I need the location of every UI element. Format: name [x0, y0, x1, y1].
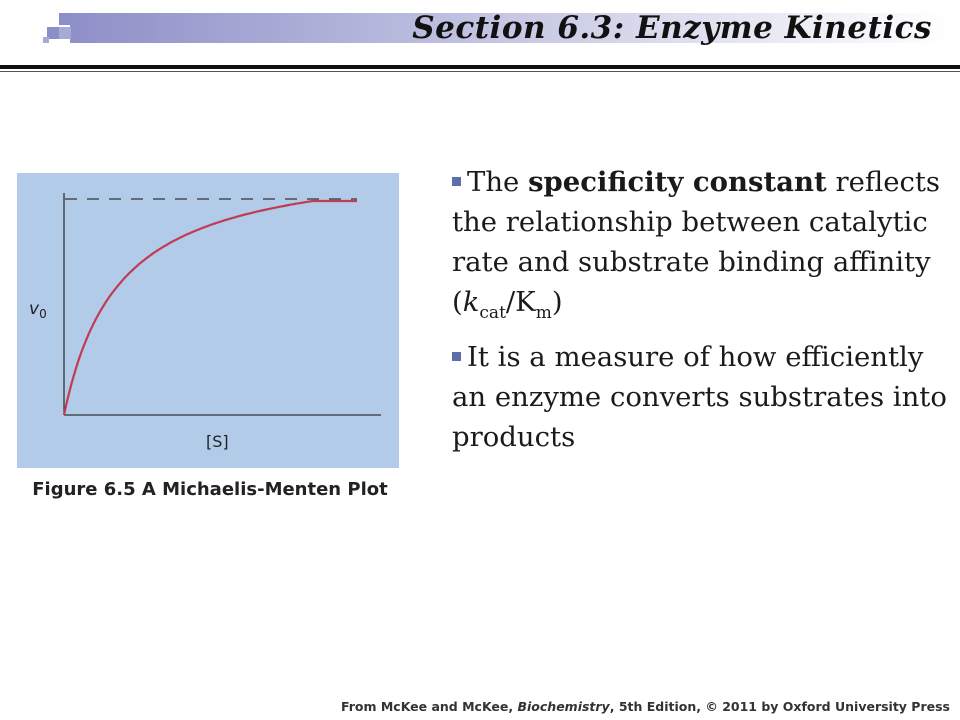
kcat-k: k — [462, 286, 480, 318]
figure-caption: Figure 6.5 A Michaelis-Menten Plot — [32, 479, 388, 500]
bullet-square-icon — [452, 352, 461, 361]
km-subscript: m — [535, 303, 552, 323]
bullet-item — [452, 337, 948, 457]
bullet-square-icon — [452, 177, 461, 186]
bullet-text: reflects the relationship between catalytic rate and substrate binding affinity ( — [452, 166, 941, 318]
kcat-subscript: cat — [479, 303, 506, 323]
km-k: /K — [505, 286, 536, 318]
bullet-text: ) — [551, 286, 563, 318]
bullet-text: The — [467, 166, 529, 198]
title-divider-thin — [0, 71, 960, 72]
x-axis-label: [S] — [206, 432, 229, 451]
bullet-list — [452, 162, 948, 457]
slide-title: Section 6.3: Enzyme Kinetics — [412, 10, 932, 46]
citation-book: Biochemistry — [517, 699, 610, 714]
plot-svg — [17, 173, 399, 468]
header-decor-square — [43, 37, 49, 43]
michaelis-menten-curve — [64, 201, 357, 415]
bullet-item — [452, 162, 948, 333]
bullet-text: It is a measure of how efficiently an enzyme converts substrates into products — [452, 341, 947, 453]
citation-suffix: , 5th Edition, © 2011 by Oxford University Press — [609, 699, 950, 714]
citation-prefix: From McKee and McKee, — [340, 699, 518, 714]
header-decor-square — [59, 13, 71, 25]
y-axis-label: $v_0$ — [29, 299, 47, 321]
header-decor-square — [59, 27, 71, 39]
michaelis-menten-plot — [17, 173, 399, 468]
title-divider — [0, 65, 960, 69]
source-citation — [341, 699, 950, 714]
bullet-term: specificity constant — [528, 166, 827, 198]
